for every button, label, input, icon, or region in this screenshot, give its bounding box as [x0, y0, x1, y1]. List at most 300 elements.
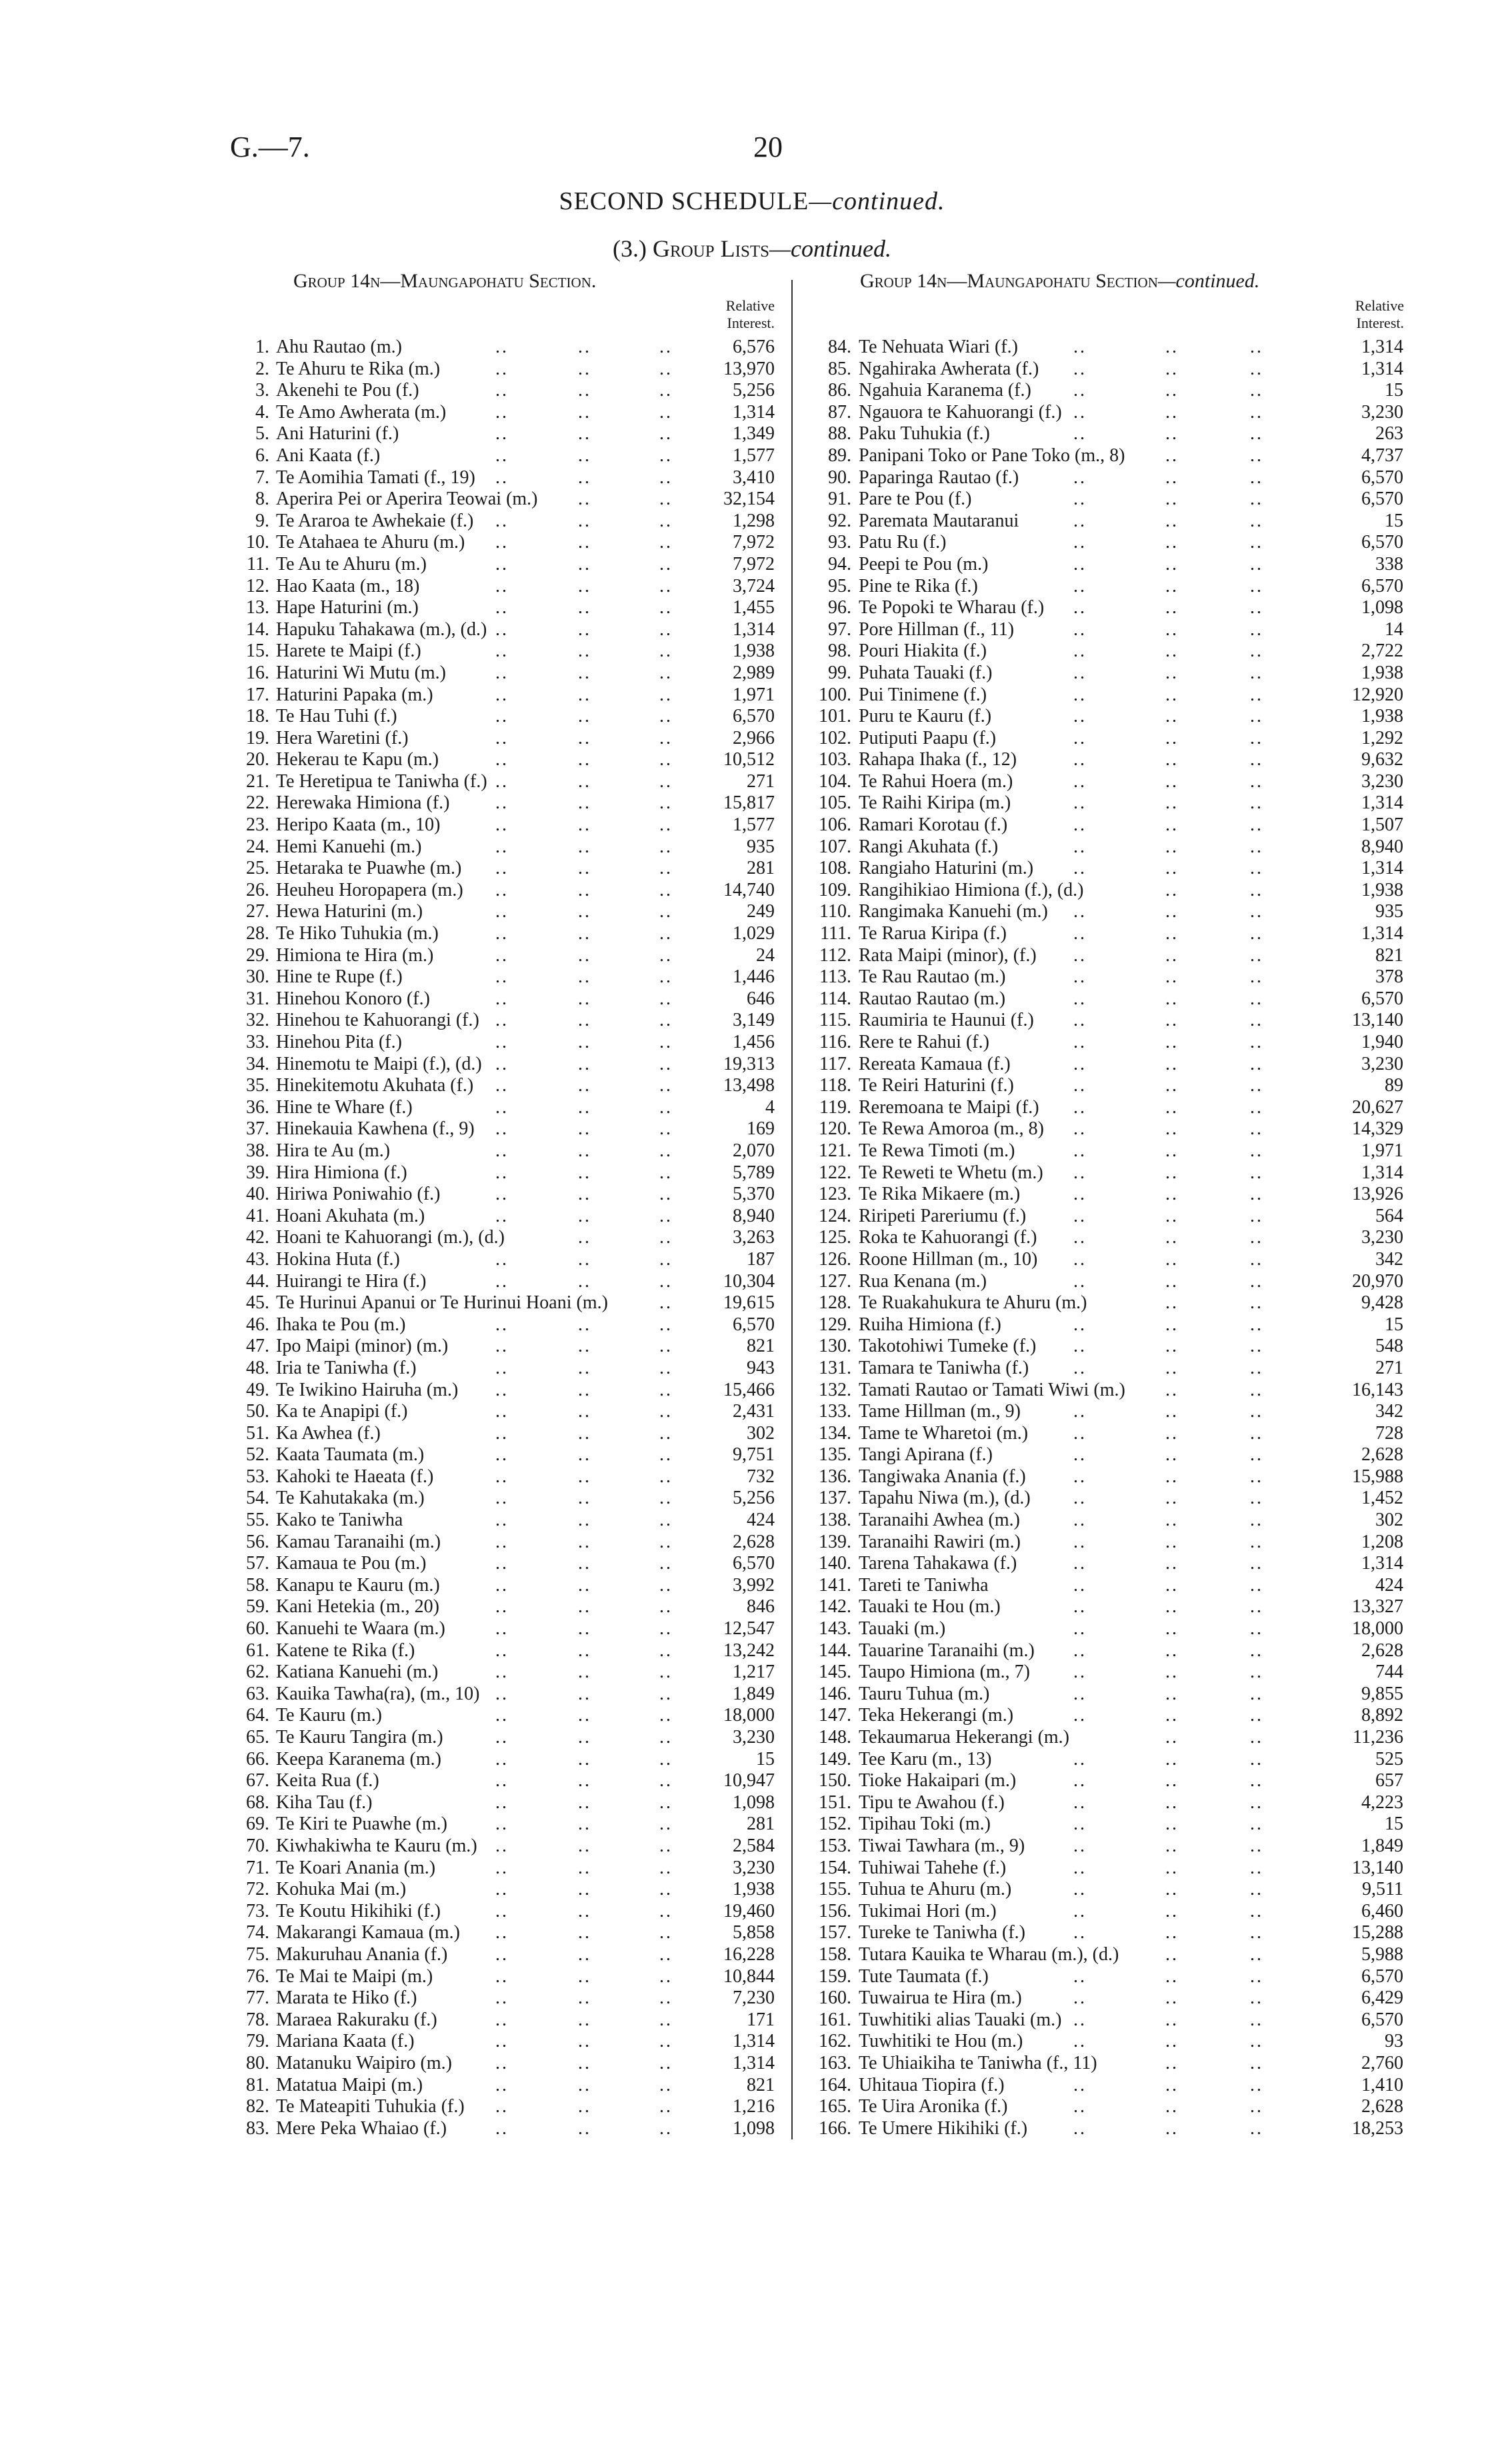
leader-dots: .. — [495, 1118, 509, 1140]
leader-dots: .. — [1073, 2117, 1087, 2139]
relative-interest-value: 12,547 — [723, 1618, 775, 1640]
leader-dots: .. — [495, 1835, 509, 1856]
left-list — [220, 337, 780, 2139]
list-item — [800, 1684, 1407, 1706]
entry-name: Te Raihi Kiripa (m.) — [859, 792, 1011, 814]
entry-name: Kani Hetekia (m., 20) — [276, 1596, 439, 1618]
leader-dots: .. — [578, 858, 591, 879]
relative-interest-value: 1,971 — [1361, 1140, 1403, 1161]
leader-dots: .. — [1073, 749, 1087, 770]
entry-name: Hao Kaata (m., 18) — [276, 575, 420, 597]
list-item — [220, 380, 780, 402]
list-item — [220, 1575, 780, 1597]
entry-number: 32. — [246, 1010, 269, 1031]
entry-name: Tauaki (m.) — [859, 1618, 946, 1640]
leader-dots: .. — [495, 1748, 509, 1770]
relative-interest-value: 3,149 — [733, 1010, 775, 1031]
list-item — [800, 792, 1407, 814]
leader-dots: .. — [495, 1922, 509, 1943]
list-item — [220, 1336, 780, 1358]
leader-dots: .. — [659, 1618, 673, 1640]
leader-dots: .. — [1250, 1140, 1263, 1161]
list-item — [800, 1249, 1407, 1271]
entry-number: 20. — [246, 749, 269, 770]
list-item — [220, 1184, 780, 1206]
leader-dots: .. — [1250, 706, 1263, 727]
relative-interest-value: 10,304 — [723, 1270, 775, 1292]
entry-number: 40. — [246, 1184, 269, 1205]
entry-number: 96. — [828, 597, 851, 618]
leader-dots: .. — [1073, 1270, 1087, 1292]
list-item — [220, 1857, 780, 1879]
list-item — [800, 489, 1407, 511]
entry-name: Tauru Tuhua (m.) — [859, 1683, 990, 1704]
leader-dots: .. — [1165, 401, 1179, 423]
list-item — [800, 1401, 1407, 1423]
entry-number: 66. — [246, 1748, 269, 1770]
leader-dots: .. — [1250, 489, 1263, 510]
entry-name: Hinehou Pita (f.) — [276, 1032, 402, 1052]
leader-dots: .. — [495, 1553, 509, 1574]
leader-dots: .. — [578, 1814, 591, 1835]
leader-dots: .. — [1165, 923, 1179, 944]
entry-number: 118. — [819, 1075, 851, 1096]
list-item — [220, 1380, 780, 1402]
leader-dots: .. — [1073, 1965, 1087, 1987]
list-item — [220, 1292, 780, 1314]
entry-number: 159. — [819, 1965, 851, 1987]
entry-number: 134. — [819, 1422, 851, 1444]
leader-dots: .. — [659, 1248, 673, 1270]
leader-dots: .. — [659, 1879, 673, 1900]
relative-interest-value: 1,216 — [733, 2096, 775, 2117]
leader-dots: .. — [659, 401, 673, 423]
leader-dots: .. — [1250, 814, 1263, 836]
leader-dots: .. — [1250, 662, 1263, 683]
entry-number: 49. — [246, 1379, 269, 1400]
leader-dots: .. — [1073, 2074, 1087, 2095]
relative-interest-value: 5,256 — [733, 380, 775, 401]
list-item — [220, 1466, 780, 1488]
relative-interest-value: 9,511 — [1362, 1879, 1403, 1900]
leader-dots: .. — [1250, 879, 1263, 900]
relative-interest-value: 1,938 — [1361, 706, 1403, 727]
entry-number: 52. — [246, 1444, 269, 1466]
leader-dots: .. — [495, 1531, 509, 1552]
list-item — [800, 1010, 1407, 1032]
leader-dots: .. — [578, 988, 591, 1009]
leader-dots: .. — [1165, 1379, 1179, 1400]
leader-dots: .. — [659, 792, 673, 814]
leader-dots: .. — [1165, 467, 1179, 488]
entry-name: Te Au te Ahuru (m.) — [276, 553, 427, 575]
list-item — [220, 1075, 780, 1097]
section-subtitle-main: (3.) Group Lists — [612, 235, 770, 262]
entry-name: Rangimaka Kanuehi (m.) — [859, 901, 1048, 922]
relative-interest-value: 424 — [1375, 1574, 1403, 1596]
leader-dots: .. — [1250, 2117, 1263, 2139]
leader-dots: .. — [1073, 1118, 1087, 1140]
leader-dots: .. — [578, 706, 591, 727]
list-item — [800, 1336, 1407, 1358]
relative-interest-value: 19,460 — [723, 1900, 775, 1921]
relative-interest-value: 732 — [747, 1466, 775, 1487]
leader-dots: .. — [495, 1814, 509, 1835]
list-item — [800, 640, 1407, 662]
leader-dots: .. — [1250, 1835, 1263, 1856]
list-item — [220, 923, 780, 945]
leader-dots: .. — [1250, 618, 1263, 640]
schedule-title-suffix: —continued. — [809, 187, 945, 215]
leader-dots: .. — [495, 1032, 509, 1052]
list-item — [800, 1987, 1407, 2009]
list-item — [800, 1879, 1407, 1901]
relative-interest-value: 1,098 — [1361, 597, 1403, 618]
leader-dots: .. — [659, 1510, 673, 1531]
entry-number: 164. — [819, 2074, 851, 2095]
relative-interest-value: 1,577 — [733, 814, 775, 836]
entry-name: Te Kiri te Puawhe (m.) — [276, 1814, 447, 1835]
entry-number: 148. — [819, 1727, 851, 1748]
leader-dots: .. — [1073, 836, 1087, 857]
leader-dots: .. — [578, 1987, 591, 2009]
list-item — [800, 1488, 1407, 1510]
entry-number: 64. — [246, 1705, 269, 1726]
schedule-title-main: SECOND SCHEDULE — [559, 187, 809, 215]
entry-name: Putiputi Paapu (f.) — [859, 727, 997, 748]
entry-number: 104. — [819, 770, 851, 792]
leader-dots: .. — [1165, 1401, 1179, 1422]
leader-dots: .. — [1250, 553, 1263, 575]
entry-name: Te Rika Mikaere (m.) — [859, 1184, 1021, 1205]
entry-number: 143. — [819, 1618, 851, 1640]
leader-dots: .. — [659, 1357, 673, 1378]
entry-name: Tioke Hakaipari (m.) — [859, 1770, 1017, 1792]
relative-interest-value: 657 — [1375, 1770, 1403, 1792]
leader-dots: .. — [1165, 1336, 1179, 1357]
relative-interest-value: 8,892 — [1361, 1705, 1403, 1726]
entry-number: 138. — [819, 1510, 851, 1531]
leader-dots: .. — [1165, 1596, 1179, 1618]
leader-dots: .. — [1165, 1010, 1179, 1031]
leader-dots: .. — [578, 770, 591, 792]
leader-dots: .. — [659, 1444, 673, 1466]
leader-dots: .. — [659, 1705, 673, 1726]
relative-interest-value: 281 — [747, 1814, 775, 1835]
entry-number: 9. — [255, 510, 269, 531]
entry-name: Rahapa Ihaka (f., 12) — [859, 749, 1017, 770]
entry-name: Hekerau te Kapu (m.) — [276, 749, 439, 770]
entry-number: 13. — [246, 597, 269, 618]
entry-name: Ka te Anapipi (f.) — [276, 1401, 408, 1422]
entry-name: Hira te Au (m.) — [276, 1140, 391, 1161]
leader-dots: .. — [1165, 1314, 1179, 1335]
list-item — [800, 445, 1407, 467]
entry-name: Te Rewa Timoti (m.) — [859, 1140, 1015, 1161]
entry-number: 125. — [819, 1227, 851, 1248]
leader-dots: .. — [495, 1987, 509, 2009]
list-item — [220, 1206, 780, 1228]
leader-dots: .. — [1165, 1900, 1179, 1921]
leader-dots: .. — [495, 1683, 509, 1704]
entry-number: 79. — [246, 2031, 269, 2052]
relative-interest-value: 1,314 — [1361, 1553, 1403, 1574]
leader-dots: .. — [659, 1075, 673, 1096]
leader-dots: .. — [1073, 1488, 1087, 1509]
leader-dots: .. — [1250, 1444, 1263, 1466]
leader-dots: .. — [1165, 1466, 1179, 1487]
leader-dots: .. — [1165, 1510, 1179, 1531]
entry-name: Pore Hillman (f., 11) — [859, 618, 1015, 640]
entry-name: Hinekauia Kawhena (f., 9) — [276, 1118, 475, 1140]
list-item — [220, 1510, 780, 1532]
leader-dots: .. — [1250, 575, 1263, 597]
leader-dots: .. — [578, 1574, 591, 1596]
leader-dots: .. — [495, 706, 509, 727]
entry-number: 44. — [246, 1270, 269, 1292]
list-item — [800, 1184, 1407, 1206]
leader-dots: .. — [1250, 1466, 1263, 1487]
entry-name: Te Reiri Haturini (f.) — [859, 1075, 1014, 1096]
entry-number: 150. — [819, 1770, 851, 1792]
entry-number: 139. — [819, 1531, 851, 1552]
leader-dots: .. — [495, 1488, 509, 1509]
leader-dots: .. — [659, 1379, 673, 1400]
relative-interest-value: 18,253 — [1352, 2117, 1403, 2139]
relative-interest-value: 18,000 — [723, 1705, 775, 1726]
entry-name: Rangihikiao Himiona (f.), (d.) — [859, 879, 1084, 900]
entry-name: Ipo Maipi (minor) (m.) — [276, 1336, 449, 1357]
leader-dots: .. — [1073, 1162, 1087, 1183]
entry-number: 4. — [255, 401, 269, 423]
relative-interest-value: 4 — [765, 1096, 775, 1118]
entry-number: 120. — [819, 1118, 851, 1140]
relative-interest-value: 7,972 — [733, 553, 775, 575]
list-item — [800, 2096, 1407, 2118]
entry-number: 10. — [246, 532, 269, 553]
entry-number: 131. — [819, 1357, 851, 1378]
list-item — [800, 1792, 1407, 1814]
leader-dots: .. — [1250, 1162, 1263, 1183]
entry-name: Mere Peka Whaiao (f.) — [276, 2117, 447, 2139]
relative-interest-value: 1,849 — [1361, 1835, 1403, 1856]
list-item — [800, 1140, 1407, 1162]
leader-dots: .. — [1073, 1248, 1087, 1270]
entry-name: Tekaumarua Hekerangi (m.) — [859, 1727, 1069, 1748]
leader-dots: .. — [578, 1227, 591, 1248]
leader-dots: .. — [578, 1032, 591, 1052]
leader-dots: .. — [1165, 1857, 1179, 1878]
entry-number: 92. — [828, 510, 851, 531]
relative-interest-value: 24 — [756, 944, 775, 966]
leader-dots: .. — [1073, 1553, 1087, 1574]
list-item — [220, 1662, 780, 1684]
leader-dots: .. — [1073, 1466, 1087, 1487]
leader-dots: .. — [495, 879, 509, 900]
entry-number: 165. — [819, 2096, 851, 2117]
entry-number: 97. — [828, 618, 851, 640]
relative-interest-value: 1,098 — [733, 2117, 775, 2139]
list-item — [220, 1097, 780, 1119]
leader-dots: .. — [659, 1943, 673, 1965]
leader-dots: .. — [1073, 1857, 1087, 1878]
relative-interest-value: 935 — [747, 836, 775, 857]
leader-dots: .. — [495, 510, 509, 531]
leader-dots: .. — [578, 1118, 591, 1140]
entry-name: Te Reweti te Whetu (m.) — [859, 1162, 1043, 1183]
leader-dots: .. — [495, 1075, 509, 1096]
leader-dots: .. — [578, 445, 591, 466]
entry-number: 65. — [246, 1727, 269, 1748]
entry-name: Katene te Rika (f.) — [276, 1640, 415, 1661]
leader-dots: .. — [495, 553, 509, 575]
list-item — [800, 706, 1407, 728]
leader-dots: .. — [1073, 1879, 1087, 1900]
entry-name: Kohuka Mai (m.) — [276, 1879, 407, 1900]
leader-dots: .. — [659, 1270, 673, 1292]
entry-number: 112. — [819, 944, 851, 966]
leader-dots: .. — [1073, 597, 1087, 618]
entry-number: 26. — [246, 879, 269, 900]
leader-dots: .. — [578, 792, 591, 814]
list-item — [220, 1987, 780, 2009]
leader-dots: .. — [1250, 1227, 1263, 1248]
entry-name: Peepi te Pou (m.) — [859, 553, 989, 575]
list-item — [220, 1879, 780, 1901]
entry-number: 75. — [246, 1943, 269, 1965]
leader-dots: .. — [1250, 1422, 1263, 1444]
entry-number: 21. — [246, 770, 269, 792]
list-item — [220, 988, 780, 1010]
entry-number: 109. — [819, 879, 851, 900]
list-item — [800, 1075, 1407, 1097]
list-item — [800, 1292, 1407, 1314]
entry-number: 16. — [246, 662, 269, 683]
leader-dots: .. — [1250, 640, 1263, 662]
leader-dots: .. — [1073, 1987, 1087, 2009]
relative-interest-value: 16,143 — [1352, 1379, 1403, 1400]
leader-dots: .. — [578, 1488, 591, 1509]
leader-dots: .. — [659, 988, 673, 1009]
leader-dots: .. — [1073, 358, 1087, 379]
entry-name: Patu Ru (f.) — [859, 532, 947, 553]
entry-number: 123. — [819, 1184, 851, 1205]
entry-name: Herewaka Himiona (f.) — [276, 792, 450, 814]
entry-number: 67. — [246, 1770, 269, 1792]
entry-name: Keita Rua (f.) — [276, 1770, 379, 1792]
list-item — [220, 532, 780, 554]
entry-name: Pine te Rika (f.) — [859, 575, 978, 597]
leader-dots: .. — [495, 988, 509, 1009]
leader-dots: .. — [659, 858, 673, 879]
entry-number: 22. — [246, 792, 269, 814]
document-reference: G.—7. — [230, 131, 310, 163]
entry-number: 57. — [246, 1553, 269, 1574]
entry-number: 25. — [246, 858, 269, 879]
entry-number: 100. — [819, 684, 851, 705]
leader-dots: .. — [1165, 1965, 1179, 1987]
leader-dots: .. — [578, 1162, 591, 1183]
relative-interest-value: 271 — [1375, 1357, 1403, 1378]
relative-interest-value: 2,722 — [1361, 640, 1403, 662]
entry-number: 130. — [819, 1336, 851, 1357]
entry-name: Tiwai Tawhara (m., 9) — [859, 1835, 1025, 1856]
entry-name: Paparinga Rautao (f.) — [859, 467, 1019, 488]
leader-dots: .. — [495, 966, 509, 988]
leader-dots: .. — [1165, 814, 1179, 836]
list-item — [220, 771, 780, 793]
entry-name: Hinemotu te Maipi (f.), (d.) — [276, 1053, 482, 1074]
leader-dots: .. — [578, 1922, 591, 1943]
list-item — [800, 1162, 1407, 1184]
leader-dots: .. — [495, 1444, 509, 1466]
relative-interest-value: 1,938 — [1361, 879, 1403, 900]
relative-interest-value: 1,029 — [733, 923, 775, 944]
leader-dots: .. — [1165, 532, 1179, 553]
leader-dots: .. — [578, 489, 591, 510]
relative-interest-value: 89 — [1385, 1075, 1403, 1096]
leader-dots: .. — [659, 1488, 673, 1509]
leader-dots: .. — [1250, 1879, 1263, 1900]
leader-dots: .. — [659, 1118, 673, 1140]
list-item — [220, 1032, 780, 1054]
leader-dots: .. — [1073, 1010, 1087, 1031]
leader-dots: .. — [659, 1662, 673, 1683]
leader-dots: .. — [1165, 1640, 1179, 1661]
leader-dots: .. — [1165, 1357, 1179, 1378]
leader-dots: .. — [1073, 1640, 1087, 1661]
leader-dots: .. — [495, 1162, 509, 1183]
entry-name: Tangiwaka Anania (f.) — [859, 1466, 1026, 1487]
leader-dots: .. — [1165, 1814, 1179, 1835]
leader-dots: .. — [1250, 1184, 1263, 1205]
leader-dots: .. — [659, 749, 673, 770]
list-item — [800, 771, 1407, 793]
relative-interest-value: 1,849 — [733, 1683, 775, 1704]
entry-name: Hoani Akuhata (m.) — [276, 1205, 425, 1226]
leader-dots: .. — [1165, 575, 1179, 597]
entry-name: Tuhiwai Tahehe (f.) — [859, 1857, 1007, 1878]
leader-dots: .. — [659, 2031, 673, 2052]
relative-interest-value: 1,314 — [733, 2052, 775, 2073]
leader-dots: .. — [1165, 2117, 1179, 2139]
entry-number: 42. — [246, 1227, 269, 1248]
leader-dots: .. — [659, 1531, 673, 1552]
leader-dots: .. — [1165, 640, 1179, 662]
relative-interest-value: 1,938 — [733, 1879, 775, 1900]
list-item — [220, 1966, 780, 1988]
entry-name: Te Heretipua te Taniwha (f.) — [276, 770, 487, 792]
leader-dots: .. — [659, 1053, 673, 1074]
leader-dots: .. — [495, 1314, 509, 1335]
leader-dots: .. — [578, 1053, 591, 1074]
leader-dots: .. — [1165, 510, 1179, 531]
entry-number: 71. — [246, 1857, 269, 1878]
relative-interest-value: 6,570 — [1361, 532, 1403, 553]
entry-name: Marata te Hiko (f.) — [276, 1987, 417, 2009]
entry-number: 141. — [819, 1574, 851, 1596]
leader-dots: .. — [1073, 1531, 1087, 1552]
leader-dots: .. — [578, 1662, 591, 1683]
list-item — [800, 1227, 1407, 1249]
list-item — [800, 1966, 1407, 1988]
list-item — [220, 554, 780, 576]
leader-dots: .. — [1250, 1010, 1263, 1031]
leader-dots: .. — [1165, 1205, 1179, 1226]
relative-interest-value: 9,751 — [733, 1444, 775, 1466]
relative-interest-value: 1,292 — [1361, 727, 1403, 748]
list-item — [800, 2009, 1407, 2031]
